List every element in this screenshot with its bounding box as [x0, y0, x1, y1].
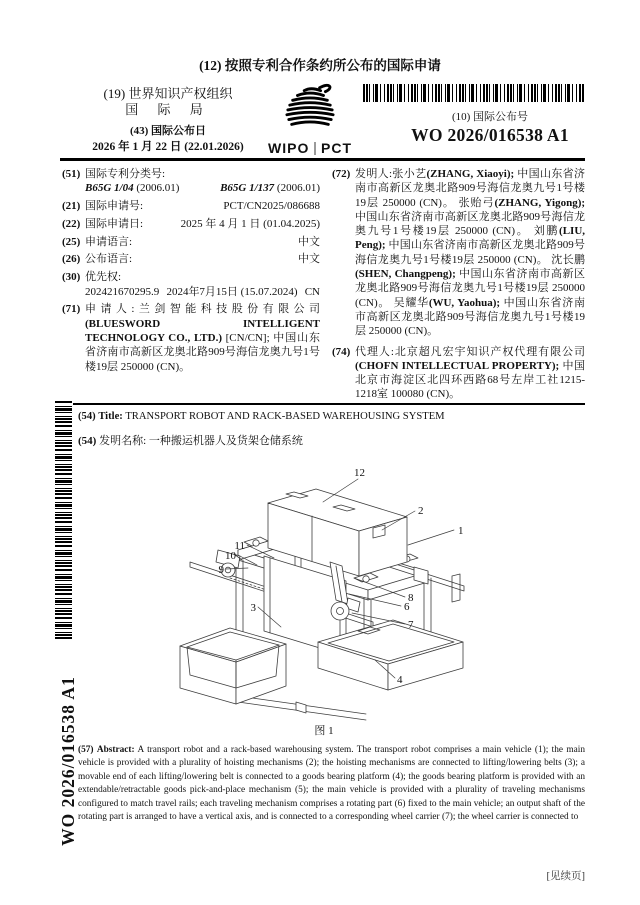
wipo-logo	[268, 82, 352, 156]
application-number: PCT/CN2025/086688	[223, 200, 320, 213]
title-en-label: Title:	[98, 411, 123, 422]
ipc-code-1-date: (2006.01)	[136, 182, 180, 195]
figure-label-10: 10	[225, 550, 236, 562]
wipo-pct-wordmark	[268, 140, 352, 156]
priority-application: 202421670295.9	[85, 285, 160, 298]
priority-data	[85, 285, 320, 299]
pct-wordmark: PCT	[321, 140, 352, 156]
applicant-label: 申请人:	[85, 303, 135, 316]
publication-language-label: 公布语言:	[85, 253, 133, 266]
inventors-label: 发明人:	[355, 168, 393, 180]
application-date-label: 国际申请日:	[85, 217, 144, 230]
publication-date: 2026 年 1 月 22 日 (22.01.2026)	[92, 141, 244, 153]
publication-number-label: (10) 国际公布号	[451, 111, 529, 123]
barcode-left	[55, 400, 72, 639]
ipc-code-1: B65G 1/04	[85, 182, 134, 195]
applicant-nationality: [CN/CN];	[225, 331, 270, 344]
agent-label: 代理人:	[355, 345, 394, 358]
inventor-2-name-en: (ZHANG, Yigong);	[494, 196, 586, 209]
inventor-5-name-en: (WU, Yaohua);	[428, 296, 501, 309]
continuation-note: [见续页]	[546, 871, 585, 882]
filing-language: 中文	[298, 235, 320, 248]
ipc-label: 国际专利分类号:	[85, 168, 166, 180]
document-type-line: (12) 按照专利合作条约所公布的国际申请	[199, 58, 441, 73]
figure-label-7: 7	[408, 619, 414, 631]
applicant-name-cn: 兰剑智能科技股份有限公司	[134, 303, 321, 316]
top-equipment-box	[268, 489, 407, 576]
inventor-5-name: 吴耀华	[393, 296, 429, 309]
title-english: (54) Title: TRANSPORT ROBOT AND RACK-BASED WAREHOUSING SYSTEM	[78, 411, 445, 422]
biblio-right-column	[332, 167, 585, 405]
publication-language-entry: (26) 公布语言: 中文	[62, 253, 320, 266]
priority-entry: (30) 优先权: 202421670295.9 2024年7月15日 (15.07.2024) CN	[62, 271, 320, 298]
figure-label-1: 1	[458, 525, 464, 537]
wipo-org-block	[62, 86, 274, 155]
priority-date: 2024年7月15日 (15.07.2024)	[166, 285, 298, 298]
title-cn-text: 一种搬运机器人及货架仓储系统	[148, 435, 303, 447]
logo-divider	[314, 142, 316, 155]
application-date-entry: (22) 国际申请日: 2025 年 4 月 1 日 (01.04.2025)	[62, 217, 320, 230]
inventor-2-name: 张贻弓	[458, 196, 495, 209]
abstract-section: (57) Abstract: A transport robot and a rack-based warehousing system. The transport robot comprises a main vehicle (1); the main vehicle is provided with a plurality of hoisting mechanisms (2); the hoisting mechanisms are connected to lifting/lowering belts (3); a movable end of each lifting/lowering belt is connected to a goods bearing platform (4); the goods bearing platform is provided with an extendable/retractable goods pick-and-place mechanism (5); the main vehicle is provided with a plurality of traveling mechanisms configured to match travel rails; each traveling mechanism comprises a rotating part (6) fixed to the main vehicle; an output shaft of the rotating part is arranged to have a vertical axis, and is connected to a corresponding wheel carrier (7); the wheel carrier is connected to	[78, 745, 586, 823]
abstract-text: A transport robot and a rack-based warehousing system. The transport robot comprises a main vehicle (1); the main vehicle is provided with a plurality of hoisting mechanisms (2); the hoisting mechanisms are connected to lifting/lowering belts (3); a movable end of each lifting/lowering belt is connected to a goods bearing platform (4); the goods bearing platform is provided with an extendable/retractable goods pick-and-place mechanism (5); the main vehicle is provided with a plurality of traveling mechanisms configured to match travel rails; each traveling mechanism comprises a rotating part (6) fixed to the main vehicle; an output shaft of the rotating part is arranged to have a vertical axis, and is connected to a corresponding wheel carrier (7); the wheel carrier is connected to	[78, 745, 586, 823]
priority-country: CN	[304, 285, 320, 298]
agent-entry: (74) 代理人:北京超凡宏宇知识产权代理有限公司(CHOFN INTELLECTUAL PROPERTY); 中国北京市海淀区北四环西路68号左岸工社1215-1218室 100080 (CN)。	[332, 345, 585, 401]
abstract-label: Abstract:	[96, 745, 135, 755]
figure-label-2: 2	[418, 505, 424, 517]
inventor-4-name: 沈长鹏	[551, 253, 586, 266]
application-number-entry: (21) 国际申请号: PCT/CN2025/086688	[62, 200, 320, 213]
title-cn-label: 发明名称:	[99, 435, 147, 447]
agent-name-cn: 北京超凡宏宇知识产权代理有限公司	[393, 345, 585, 358]
title-en-text: TRANSPORT ROBOT AND RACK-BASED WAREHOUSING SYSTEM	[125, 411, 445, 422]
barcode-top	[363, 84, 585, 102]
header-rule	[60, 158, 585, 161]
biblio-left-column	[62, 167, 320, 377]
ipc-codes	[85, 181, 320, 195]
publication-number: WO 2026/016538 A1	[411, 125, 569, 145]
inventor-4-name-en: (SHEN, Changpeng);	[355, 268, 456, 281]
figure-label-6: 6	[404, 601, 410, 613]
figure-1-drawing	[168, 450, 480, 742]
ipc-code-2: B65G 1/137	[220, 182, 275, 195]
filing-language-label: 申请语言:	[85, 235, 133, 248]
ipc-code-2-date: (2006.01)	[276, 182, 320, 195]
title-chinese: (54) 发明名称: 一种搬运机器人及货架仓储系统	[78, 435, 303, 447]
inventor-5-address: 中国山东省济南市高新区龙奥北路909号海信龙奥九号1号楼19层 250000 (CN)。	[355, 296, 586, 338]
inventor-1-name-en: (ZHANG, Xiaoyi);	[426, 168, 515, 180]
figure-label-8: 8	[408, 592, 414, 604]
publication-date-label: (43) 国际公布日	[129, 125, 207, 137]
publication-number-block	[395, 108, 585, 146]
figure-label-4: 4	[397, 674, 403, 686]
org-bureau: 国 际 局	[125, 102, 211, 117]
applicant-entry: (71) 申请人:兰剑智能科技股份有限公司(BLUESWORD INTELLIGENT TECHNOLOGY CO., LTD.) [CN/CN]; 中国山东省济南市高新区龙奥北路909号海信龙奥九号1号楼19层 250000 (CN)。	[62, 303, 321, 373]
inventor-1-name: 张小艺	[392, 168, 427, 180]
title-rule	[73, 403, 585, 405]
application-number-label: 国际申请号:	[85, 200, 144, 213]
inventor-3-address: 中国山东省济南市高新区龙奥北路909号海信龙奥九号1号楼19层 250000 (CN)。	[355, 239, 586, 266]
sidebar-publication-number: WO 2026/016538 A1	[58, 676, 78, 846]
wipo-swirl-icon	[281, 82, 339, 134]
applicant-name-en: (BLUESWORD INTELLIGENT TECHNOLOGY CO., LTD.)	[85, 317, 320, 344]
figure-label-11: 11	[234, 540, 245, 552]
goods-bin	[180, 628, 286, 704]
agent-address: 中国北京市海淀区北四环西路68号左岸工社1215-1218室 100080 (CN)。	[355, 359, 585, 401]
pick-and-place-forks	[238, 696, 366, 720]
applicant-address: 中国山东省济南市高新区龙奥北路909号海信龙奥九号1号楼19层 250000 (CN)。	[85, 331, 321, 373]
figure-label-9: 9	[218, 564, 224, 576]
ipc-entry: (51) 国际专利分类号: B65G 1/04 (2006.01) B65G 1/137 (2006.01)	[62, 168, 320, 195]
wipo-wordmark: WIPO	[268, 140, 310, 156]
inventor-2-address: 中国山东省济南市高新区龙奥北路909号海信龙奥九号1号楼19层 250000 (CN)。	[355, 210, 585, 238]
figure-label-12: 12	[354, 467, 365, 479]
priority-label: 优先权:	[85, 271, 122, 284]
filing-language-entry: (25) 申请语言: 中文	[62, 235, 320, 248]
inventor-1-address: 中国山东省济南市高新区龙奥北路909号海信龙奥九号1号楼19层 250000 (CN)。	[355, 168, 586, 209]
publication-language: 中文	[298, 253, 320, 266]
org-name: (19) 世界知识产权组织	[103, 86, 233, 101]
agent-name-en: (CHOFN INTELLECTUAL PROPERTY);	[355, 359, 560, 372]
inventor-3-name: 刘鹏	[533, 225, 560, 238]
inventor-3-name-en: (LIU, Peng);	[355, 225, 586, 252]
figure-caption: 图 1	[314, 725, 334, 737]
figure-label-3: 3	[250, 602, 256, 614]
inventor-4-address: 中国山东省济南市高新区龙奥北路909号海信龙奥九号1号楼19层 250000 (CN)。	[355, 268, 585, 309]
inventors-entry: (72) 发明人:张小艺(ZHANG, Xiaoyi); 中国山东省济南市高新区龙奥北路909号海信龙奥九号1号楼19层 250000 (CN)。 张贻弓(ZHANG, Yigong); 中国山东省济南市高新区龙奥北路909号海信龙奥九号1号楼19层 250000 (CN)。 刘鹏(LIU, Peng); 中国山东省济南市高新区龙奥北路909号海信龙奥九号1号楼19层 250000 (CN)。 沈长鹏(SHEN, Changpeng); 中国山东省济南市高新区龙奥北路909号海信龙奥九号1号楼19层 250000 (CN)。 吴耀华(WU, Yaohua); 中国山东省济南市高新区龙奥北路909号海信龙奥九号1号楼19层 250000 (CN)。	[332, 168, 586, 338]
application-date: 2025 年 4 月 1 日 (01.04.2025)	[180, 217, 320, 230]
